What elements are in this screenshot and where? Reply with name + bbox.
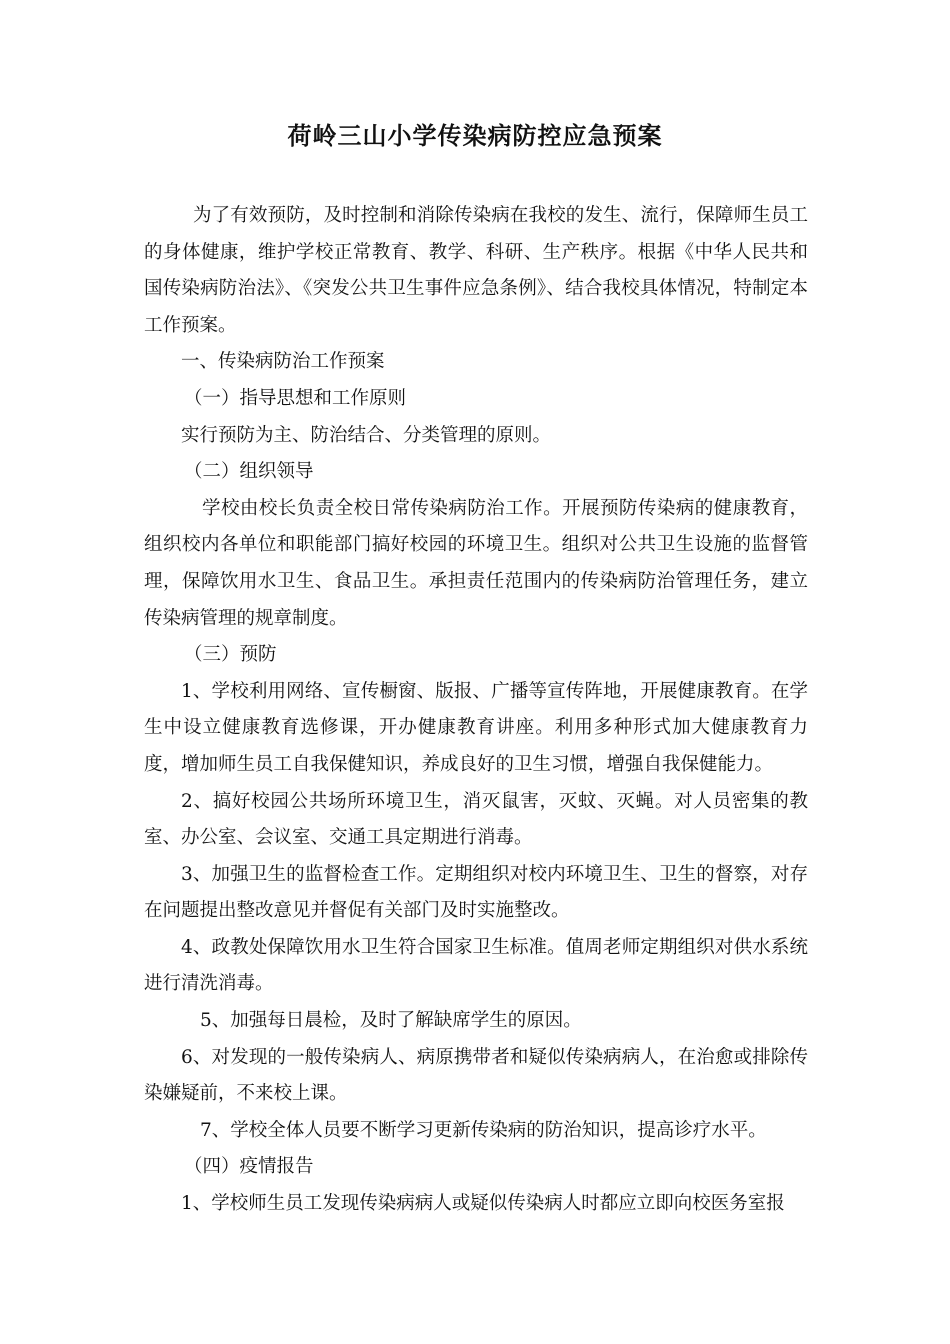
section-heading-1: 一、传染病防治工作预案 bbox=[181, 351, 385, 373]
subheading-guiding-principles: （一）指导思想和工作原则 bbox=[184, 387, 407, 409]
subheading-epidemic-report: （四）疫情报告 bbox=[184, 1156, 314, 1178]
prevention-item-1: 1、学校利用网络、宣传橱窗、版报、广播等宣传阵地，开展健康教育。在学生中设立健康教育选修课，开办健康教育讲座。利用多种形式加大健康教育力度，增加师生员工自我保健知识，养成良好的卫生习惯，增强自我保健能力。 bbox=[144, 680, 808, 775]
prevention-item-6: 6、对发现的一般传染病人、病原携带者和疑似传染病病人，在治愈或排除传染嫌疑前，不来校上课。 bbox=[144, 1046, 808, 1105]
document-body bbox=[144, 198, 808, 1223]
intro-paragraph: 为了有效预防，及时控制和消除传染病在我校的发生、流行，保障师生员工的身体健康，维护学校正常教育、教学、科研、生产秩序。根据《中华人民共和国传染病防治法》、《突发公共卫生事件应急条例》、结合我校具体情况，特制定本工作预案。 bbox=[144, 205, 808, 336]
subheading-organization: （二）组织领导 bbox=[184, 461, 314, 483]
prevention-item-2: 2、搞好校园公共场所环境卫生，消灭鼠害，灭蚊、灭蝇。对人员密集的教室、办公室、会议室、交通工具定期进行消毒。 bbox=[144, 790, 808, 849]
principle-paragraph: 实行预防为主、防治结合、分类管理的原则。 bbox=[181, 424, 552, 446]
report-item-1: 1、学校师生员工发现传染病病人或疑似传染病人时都应立即向校医务室报 bbox=[181, 1193, 785, 1215]
prevention-item-7: 7、学校全体人员要不断学习更新传染病的防治知识，提高诊疗水平。 bbox=[200, 1119, 767, 1141]
document-title: 荷岭三山小学传染病防控应急预案 bbox=[287, 122, 663, 150]
prevention-item-4: 4、政教处保障饮用水卫生符合国家卫生标准。值周老师定期组织对供水系统进行清洗消毒。 bbox=[144, 936, 808, 995]
prevention-item-3: 3、加强卫生的监督检查工作。定期组织对校内环境卫生、卫生的督察，对存在问题提出整改意见并督促有关部门及时实施整改。 bbox=[144, 863, 808, 922]
subheading-prevention: （三）预防 bbox=[184, 644, 277, 666]
organization-paragraph: 学校由校长负责全校日常传染病防治工作。开展预防传染病的健康教育，组织校内各单位和职能部门搞好校园的环境卫生。组织对公共卫生设施的监督管理，保障饮用水卫生、食品卫生。承担责任范围内的传染病防治管理任务，建立传染病管理的规章制度。 bbox=[144, 497, 808, 629]
prevention-item-5: 5、加强每日晨检，及时了解缺席学生的原因。 bbox=[200, 1010, 582, 1032]
